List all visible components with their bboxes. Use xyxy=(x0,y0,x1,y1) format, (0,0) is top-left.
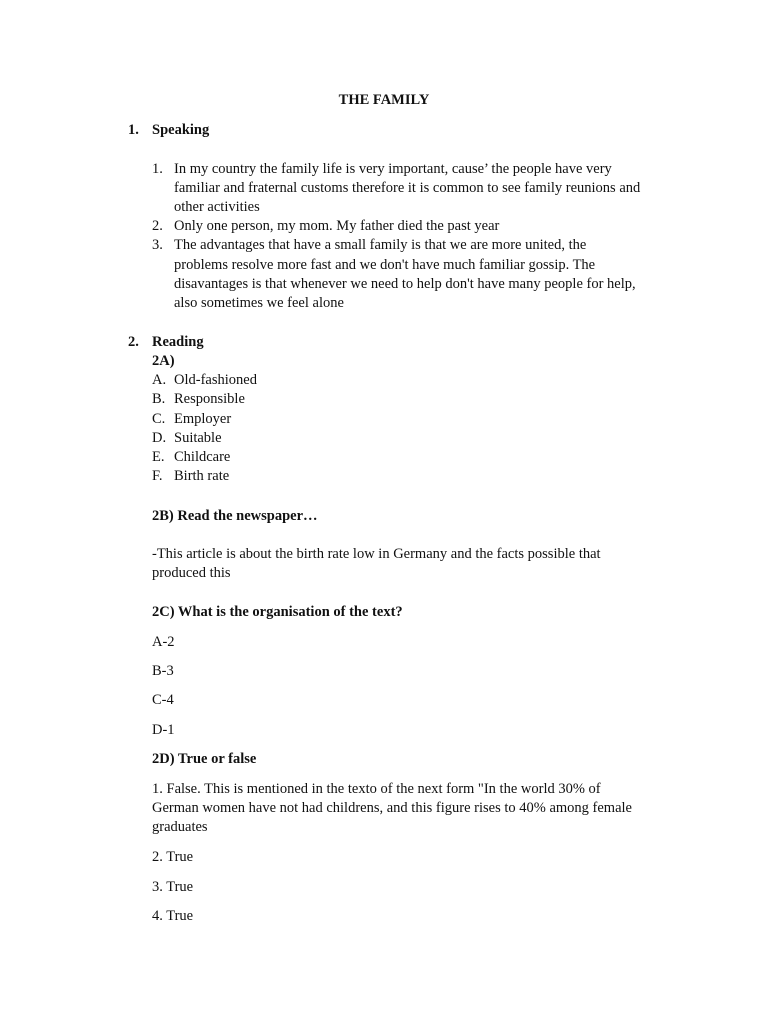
speaking-item-2-line-1: Only one person, my mom. My father died the past year xyxy=(174,218,500,234)
vocab-letter-c: C. xyxy=(152,411,166,427)
section-1-number: 1. xyxy=(128,122,139,138)
vocab-item-f: Birth rate xyxy=(174,468,230,484)
part-2c-answer-3: C-4 xyxy=(152,692,174,708)
section-2-heading: Reading xyxy=(152,334,204,350)
part-2a-label: 2A) xyxy=(152,353,175,369)
vocab-letter-a: A. xyxy=(152,372,167,388)
speaking-item-1-line-1: In my country the family life is very important, cause’ the people have very xyxy=(174,161,612,177)
speaking-item-1-number: 1. xyxy=(152,161,163,177)
part-2c-answer-2: B-3 xyxy=(152,663,174,679)
part-2d-answer-1-line-1: 1. False. This is mentioned in the texto of the next form "In the world 30% of xyxy=(152,781,601,797)
speaking-item-3-number: 3. xyxy=(152,237,163,253)
part-2d-answer-4: 4. True xyxy=(152,908,194,924)
vocab-item-e: Childcare xyxy=(174,449,231,465)
speaking-item-1-line-2: familiar and fraternal customs therefore it is common to see family reunions and xyxy=(174,180,641,196)
part-2b-line-1: -This article is about the birth rate low in Germany and the facts possible that xyxy=(152,546,601,562)
section-1-heading: Speaking xyxy=(152,122,210,138)
part-2c-heading: 2C) What is the organisation of the text? xyxy=(152,604,403,620)
speaking-item-1-line-3: other activities xyxy=(174,199,260,215)
part-2c-answer-1: A-2 xyxy=(152,634,175,650)
part-2c-answer-4: D-1 xyxy=(152,722,175,738)
vocab-letter-d: D. xyxy=(152,430,167,446)
speaking-item-3-line-3: disavantages is that whenever we need to help don't have many people for help, xyxy=(174,276,636,292)
part-2d-heading: 2D) True or false xyxy=(152,751,257,767)
part-2b-heading: 2B) Read the newspaper… xyxy=(152,508,318,524)
vocab-letter-e: E. xyxy=(152,449,165,465)
speaking-item-2-number: 2. xyxy=(152,218,163,234)
speaking-item-3-line-2: problems resolve more fast and we don't have much familiar gossip. The xyxy=(174,257,596,273)
part-2d-answer-1-line-2: German women have not had childrens, and this figure rises to 40% among female xyxy=(152,800,632,816)
part-2d-answer-1-line-3: graduates xyxy=(152,819,208,835)
section-2-number: 2. xyxy=(128,334,139,350)
vocab-item-d: Suitable xyxy=(174,430,222,446)
vocab-letter-b: B. xyxy=(152,391,166,407)
part-2d-answer-3: 3. True xyxy=(152,879,194,895)
vocab-letter-f: F. xyxy=(152,468,163,484)
part-2b-line-2: produced this xyxy=(152,565,231,581)
vocab-item-a: Old-fashioned xyxy=(174,372,257,388)
speaking-item-3-line-4: also sometimes we feel alone xyxy=(174,295,344,311)
part-2d-answer-2: 2. True xyxy=(152,849,194,865)
vocab-item-c: Employer xyxy=(174,411,232,427)
speaking-item-3-line-1: The advantages that have a small family is that we are more united, the xyxy=(174,237,587,253)
document-title: THE FAMILY xyxy=(338,92,430,108)
vocab-item-b: Responsible xyxy=(174,391,245,407)
